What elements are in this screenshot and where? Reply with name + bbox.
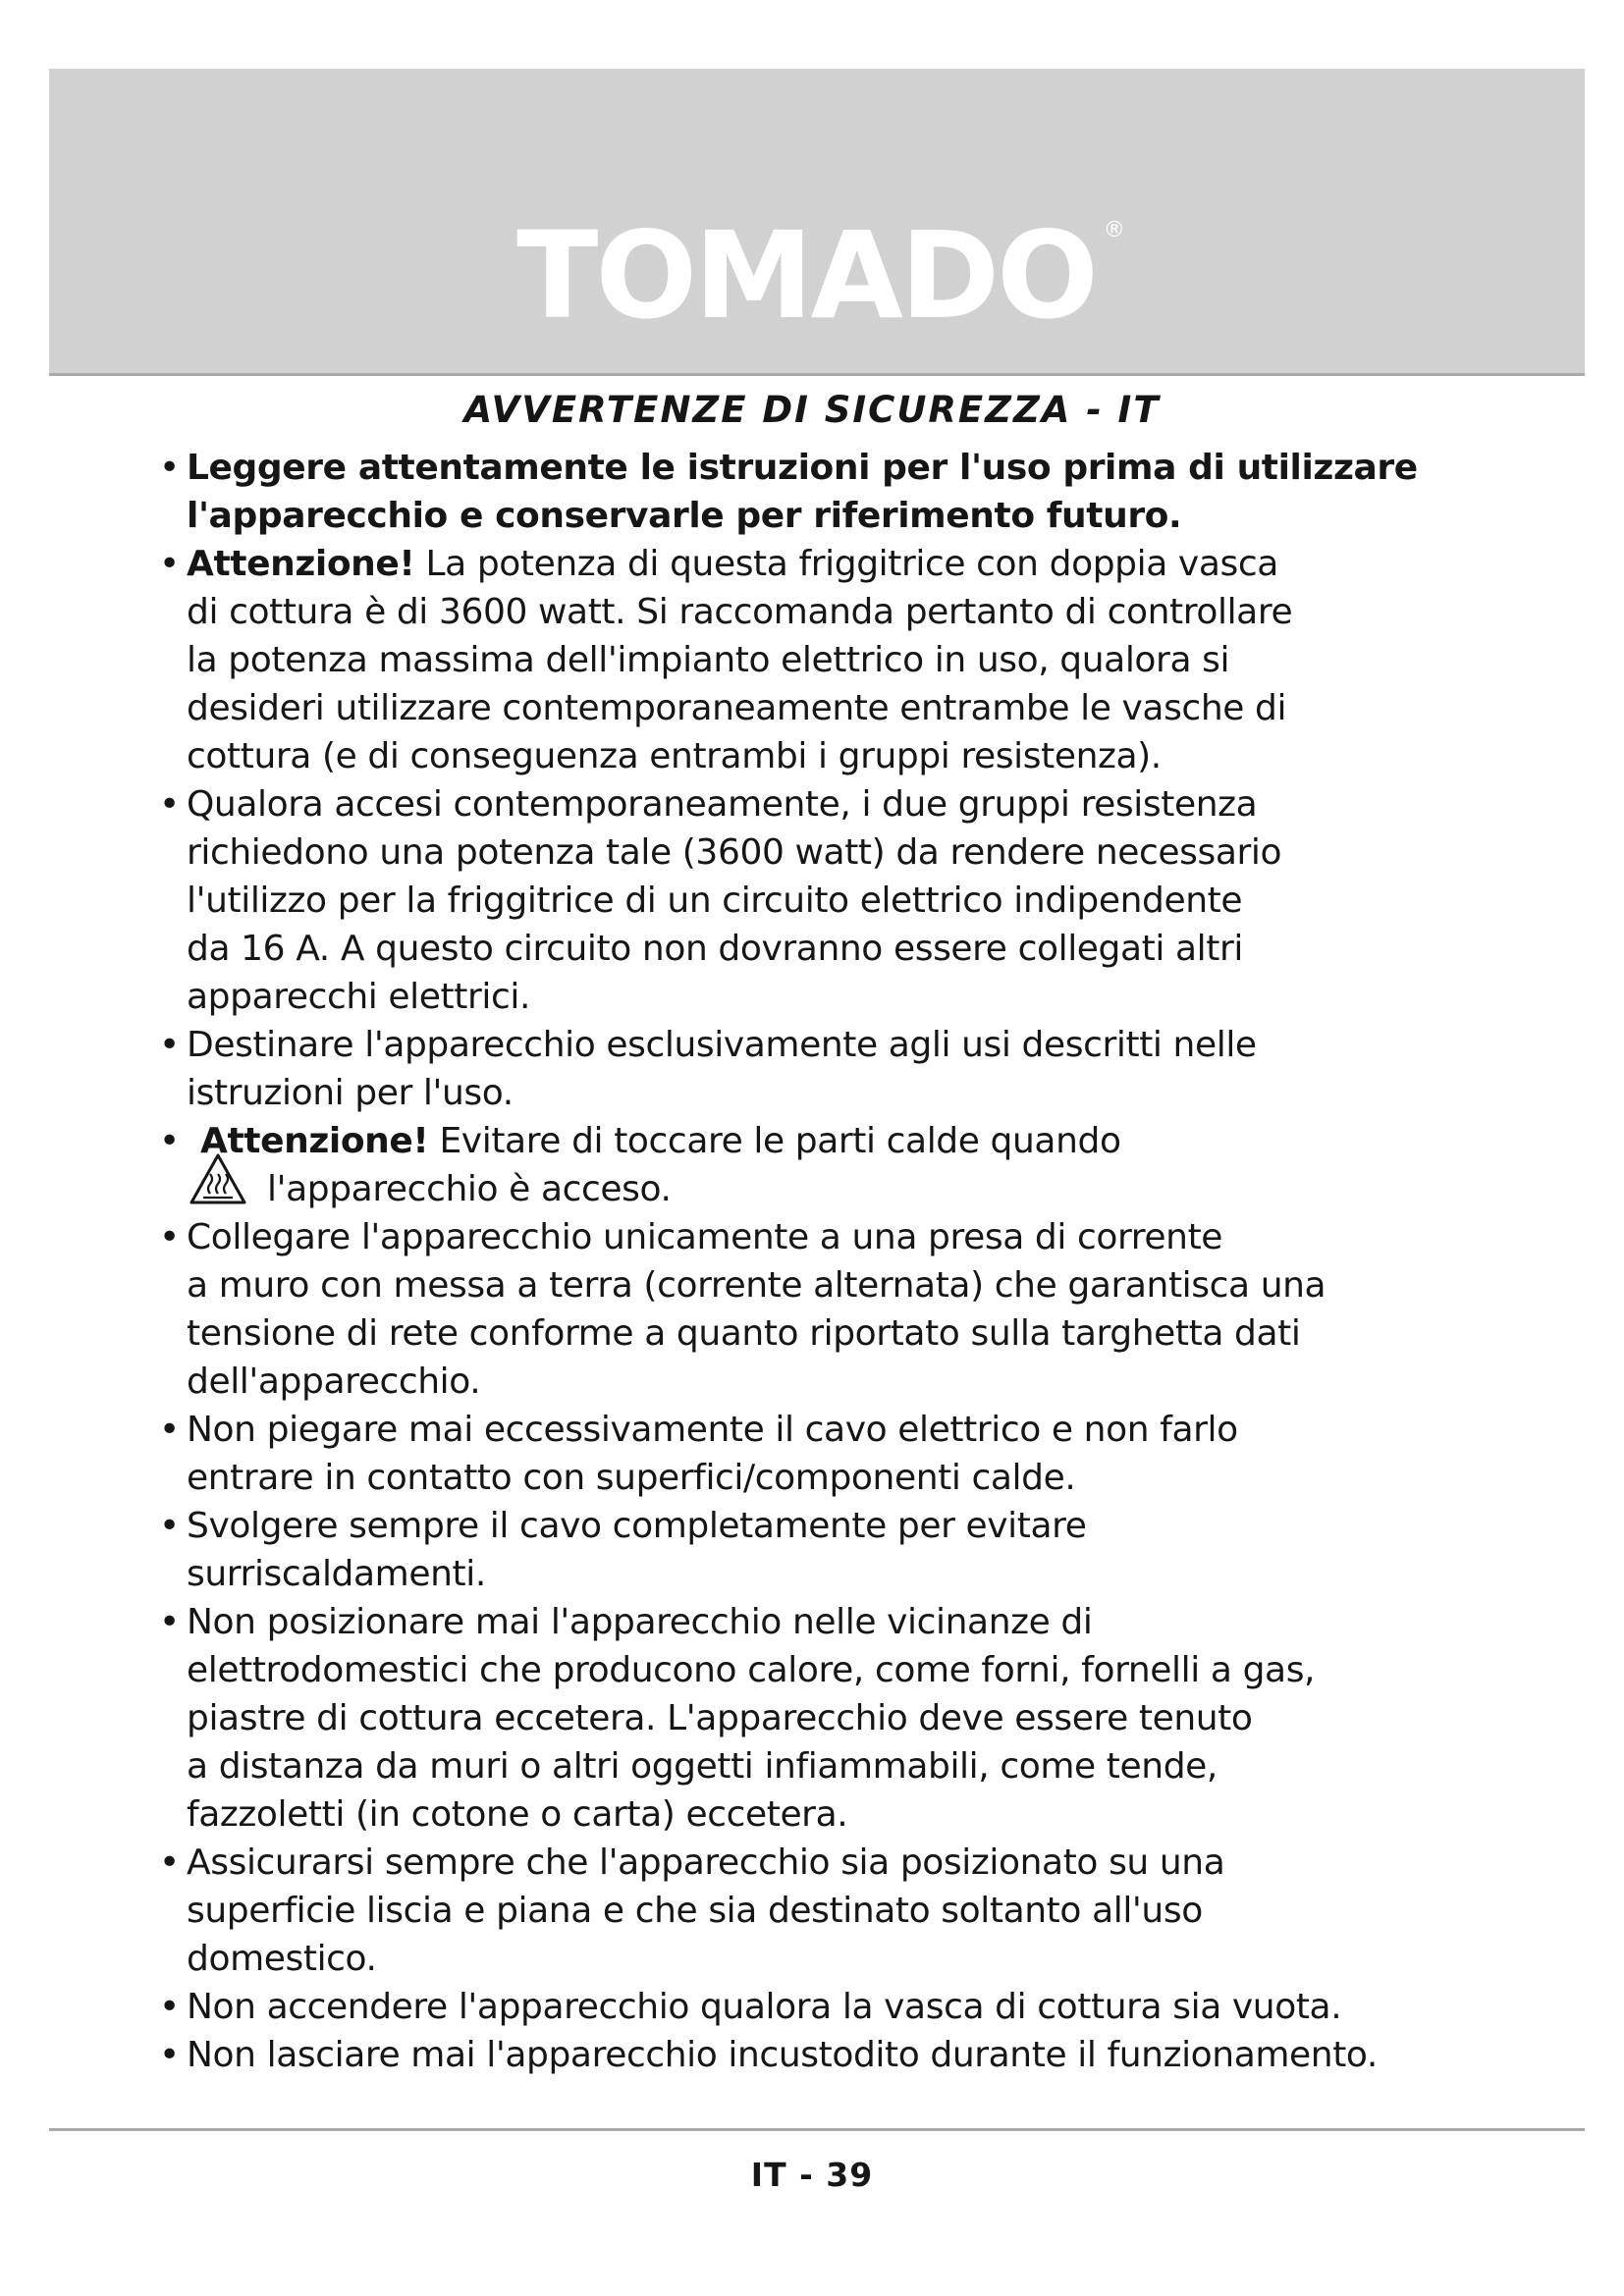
- list-item: [159, 1839, 1534, 1983]
- item-line: apparecchi elettrici.: [187, 977, 531, 1017]
- list-item: [159, 1117, 1534, 1213]
- brand-logo: TOMADO ®: [516, 206, 1125, 346]
- bullet: •: [159, 1506, 180, 1546]
- item-line: di cottura è di 3600 watt. Si raccomanda pertanto di controllare: [187, 592, 1293, 632]
- bullet: •: [159, 1410, 180, 1450]
- bullet: •: [159, 1602, 180, 1642]
- item-line: da 16 A. A questo circuito non dovranno essere collegati altri: [187, 929, 1243, 969]
- item-line: Non piegare mai eccessivamente il cavo elettrico e non farlo: [187, 1410, 1238, 1450]
- item-line: cottura (e di conseguenza entrambi i gruppi resistenza).: [187, 736, 1162, 776]
- item-line: tensione di rete conforme a quanto riportato sulla targhetta dati: [187, 1313, 1301, 1354]
- list-item: [159, 1213, 1534, 1406]
- item-line: a muro con messa a terra (corrente alternata) che garantisca una: [187, 1265, 1326, 1306]
- item-line: domestico.: [187, 1939, 377, 1979]
- item-line: l'apparecchio è acceso.: [267, 1169, 672, 1209]
- list-item: [159, 540, 1534, 780]
- item-line: surriscaldamenti.: [187, 1554, 486, 1594]
- footer-divider: [49, 2128, 1585, 2131]
- list-item: [159, 1983, 1534, 2031]
- item-line: Qualora accesi contemporaneamente, i due gruppi resistenza: [187, 784, 1258, 825]
- item-line: Evitare di toccare le parti calde quando: [428, 1121, 1121, 1161]
- item-line: piastre di cottura eccetera. L'apparecchio deve essere tenuto: [187, 1698, 1253, 1738]
- page-number: IT - 39: [750, 2156, 874, 2194]
- safety-warnings-list: [159, 444, 1534, 2079]
- item-line: a distanza da muri o altri oggetti infiammabili, come tende,: [187, 1746, 1218, 1787]
- bullet: •: [159, 544, 180, 584]
- registered-trademark: ®: [1103, 218, 1125, 242]
- item-line: Non lasciare mai l'apparecchio incustodito durante il funzionamento.: [187, 2035, 1378, 2075]
- bullet: •: [159, 1025, 180, 1065]
- item-line: istruzioni per l'uso.: [187, 1073, 514, 1113]
- header-band: [49, 69, 1585, 376]
- item-line: superficie liscia e piana e che sia destinato soltanto all'uso: [187, 1891, 1203, 1931]
- warning-lead: Attenzione!: [187, 544, 415, 584]
- item-line: Destinare l'apparecchio esclusivamente agli usi descritti nelle: [187, 1025, 1257, 1065]
- item-line: La potenza di questa friggitrice con doppia vasca: [414, 544, 1278, 584]
- item-line: dell'apparecchio.: [187, 1362, 481, 1402]
- list-item: [159, 2031, 1534, 2079]
- warning-lead: Attenzione!: [200, 1121, 429, 1161]
- bullet: •: [159, 1842, 180, 1883]
- item-line: Non posizionare mai l'apparecchio nelle vicinanze di: [187, 1602, 1093, 1642]
- list-item: [159, 1021, 1534, 1117]
- bullet: •: [159, 1217, 180, 1257]
- bullet: •: [159, 2035, 180, 2075]
- item-line: Collegare l'apparecchio unicamente a una presa di corrente: [187, 1217, 1223, 1257]
- item-line: Non accendere l'apparecchio qualora la vasca di cottura sia vuota.: [187, 1987, 1342, 2027]
- item-line: Leggere attentamente le istruzioni per l'uso prima di utilizzare: [187, 448, 1418, 488]
- bullet: •: [159, 1121, 180, 1161]
- list-item: [159, 444, 1534, 540]
- item-line: entrare in contatto con superfici/componenti calde.: [187, 1458, 1076, 1498]
- page-title: AVVERTENZE DI SICUREZZA - IT: [463, 389, 1161, 431]
- item-line: Svolgere sempre il cavo completamente per evitare: [187, 1506, 1087, 1546]
- item-line: l'apparecchio e conservarle per riferimento futuro.: [187, 496, 1182, 536]
- bullet: •: [159, 784, 180, 825]
- bullet: •: [159, 448, 180, 488]
- item-line: elettrodomestici che producono calore, come forni, fornelli a gas,: [187, 1650, 1316, 1690]
- list-item: [159, 1406, 1534, 1502]
- list-item: [159, 1502, 1534, 1598]
- item-line: l'utilizzo per la friggitrice di un circuito elettrico indipendente: [187, 881, 1243, 921]
- list-item: [159, 1598, 1534, 1839]
- bullet: •: [159, 1987, 180, 2027]
- hot-surface-warning-icon: [189, 1152, 247, 1205]
- item-line: desideri utilizzare contemporaneamente entrambe le vasche di: [187, 688, 1287, 728]
- item-line: la potenza massima dell'impianto elettrico in uso, qualora si: [187, 640, 1230, 680]
- item-line: Assicurarsi sempre che l'apparecchio sia posizionato su una: [187, 1842, 1225, 1883]
- item-line: fazzoletti (in cotone o carta) eccetera.: [187, 1794, 848, 1835]
- list-item: [159, 780, 1534, 1021]
- item-line: richiedono una potenza tale (3600 watt) da rendere necessario: [187, 832, 1282, 873]
